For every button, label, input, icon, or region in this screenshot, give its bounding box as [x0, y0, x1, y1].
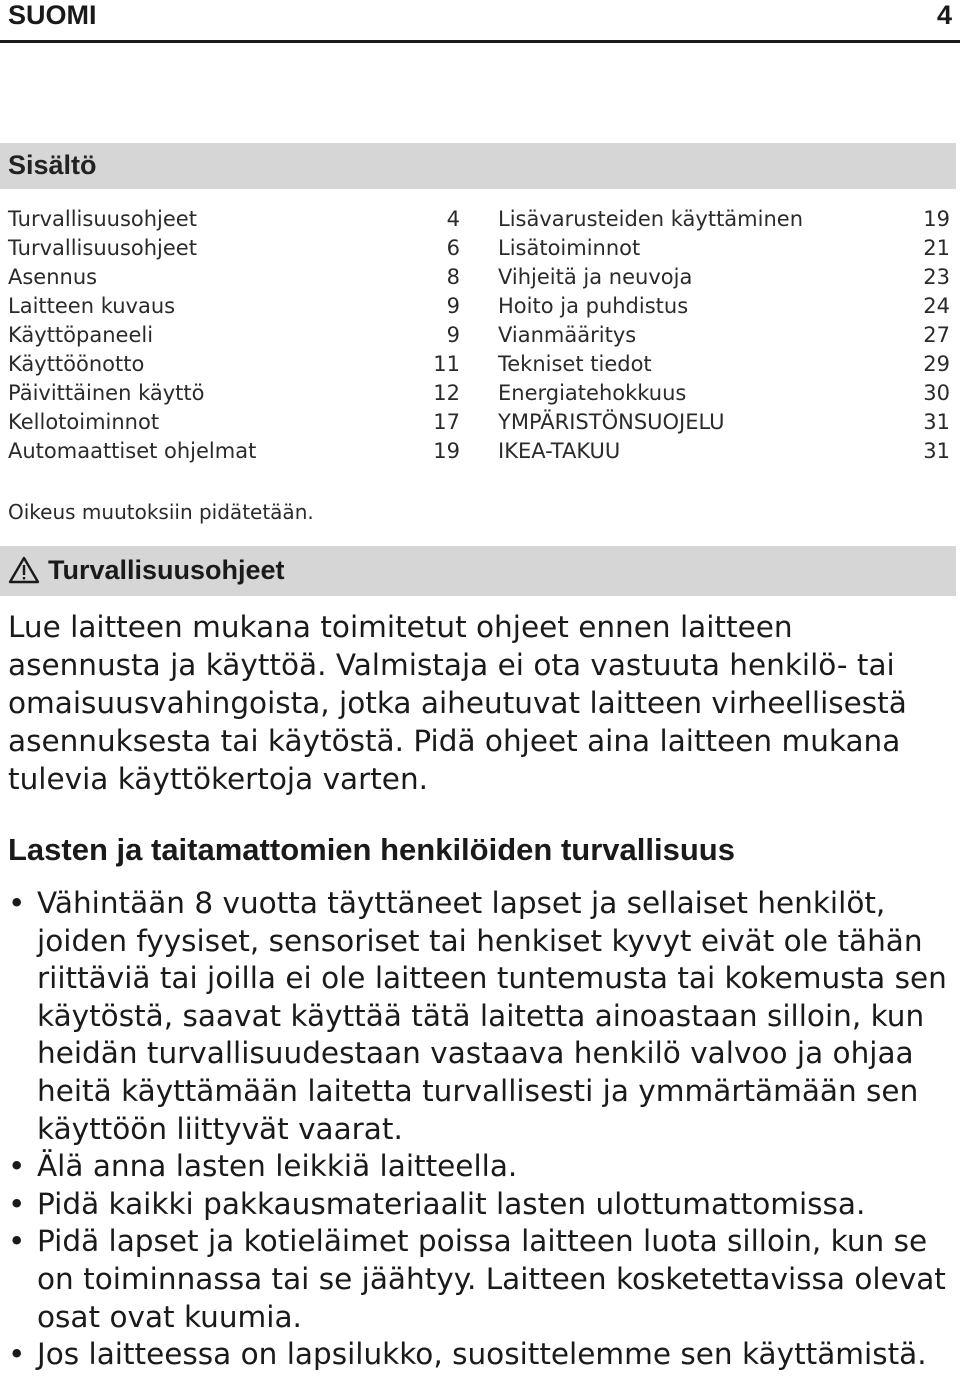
- toc-entry[interactable]: [498, 263, 950, 292]
- toc-entry-label: Vihjeitä ja neuvoja: [498, 265, 693, 289]
- list-item-text: Pidä lapset ja kotieläimet poissa laitteen luota silloin, kun se on toiminnassa tai se jäähtyy. Laitteen kosketettavissa olevat osat ovat kuumia.: [37, 1224, 946, 1334]
- page-header: [0, 0, 960, 43]
- bullet-icon: •: [8, 1186, 26, 1221]
- toc-entry-label: Energiatehokkuus: [498, 381, 687, 405]
- bullet-icon: •: [8, 1224, 26, 1259]
- toc-entry[interactable]: [498, 350, 950, 379]
- toc-entry-page: 23: [923, 265, 950, 289]
- toc-entry[interactable]: [498, 234, 950, 263]
- toc-entry[interactable]: [8, 263, 460, 292]
- toc-entry-label: Käyttöpaneeli: [8, 323, 154, 347]
- toc-entry-page: 8: [446, 265, 460, 289]
- toc-entry[interactable]: [498, 408, 950, 437]
- toc-entry[interactable]: [498, 292, 950, 321]
- toc-entry-label: Käyttöönotto: [8, 352, 145, 376]
- toc-entry[interactable]: [8, 234, 460, 263]
- safety-title: Turvallisuusohjeet: [48, 555, 285, 585]
- toc-entry-page: 17: [433, 410, 460, 434]
- bullet-icon: •: [8, 1337, 26, 1372]
- children-safety-heading: Lasten ja taitamattomien henkilöiden turvallisuus: [8, 832, 735, 867]
- toc-entry[interactable]: [8, 408, 460, 437]
- bullet-icon: •: [8, 1149, 26, 1184]
- toc-entry-page: 31: [923, 439, 950, 463]
- language-label: SUOMI: [8, 0, 97, 30]
- toc-entry-page: 27: [923, 323, 950, 347]
- toc-entry[interactable]: [498, 205, 950, 234]
- toc-entry-page: 12: [433, 381, 460, 405]
- toc-entry-label: Turvallisuusohjeet: [8, 207, 197, 231]
- contents-header-bar: [0, 143, 956, 189]
- toc-entry-page: 30: [923, 381, 950, 405]
- toc-entry[interactable]: [498, 437, 950, 466]
- list-item: [0, 1336, 950, 1374]
- toc-entry[interactable]: [8, 292, 460, 321]
- toc-entry-label: Tekniset tiedot: [498, 352, 652, 376]
- toc-entry-page: 24: [923, 294, 950, 318]
- list-item-text: Älä anna lasten leikkiä laitteella.: [37, 1149, 518, 1184]
- safety-intro-paragraph: Lue laitteen mukana toimitetut ohjeet ennen laitteen asennusta ja käyttöä. Valmistaja ei ota vastuuta henkilö- tai omaisuusvahingoista, jotka aiheutuvat laitteen virheellisestä asennuksesta tai käytöstä. Pidä ohjeet aina laitteen mukana tulevia käyttökertoja varten.: [8, 610, 907, 796]
- toc-entry-label: YMPÄRISTÖNSUOJELU: [498, 410, 725, 434]
- children-safety-list: [0, 885, 950, 1374]
- toc-entry-label: Päivittäinen käyttö: [8, 381, 205, 405]
- toc-entry-label: Laitteen kuvaus: [8, 294, 176, 318]
- list-item: [0, 1148, 950, 1186]
- changes-reserved-note: Oikeus muutoksiin pidätetään.: [8, 500, 314, 524]
- list-item: [0, 1186, 950, 1224]
- toc-entry[interactable]: [8, 379, 460, 408]
- toc-entry-page: 21: [923, 236, 950, 260]
- toc-entry[interactable]: [8, 205, 460, 234]
- safety-header-bar: [0, 546, 956, 596]
- page-number: 4: [936, 0, 952, 30]
- list-item-text: Pidä kaikki pakkausmateriaalit lasten ulottumattomissa.: [37, 1186, 866, 1221]
- toc-entry[interactable]: [498, 379, 950, 408]
- toc-entry-page: 9: [446, 294, 460, 318]
- toc-entry-label: Turvallisuusohjeet: [8, 236, 197, 260]
- list-item: [0, 1223, 950, 1336]
- toc-entry-page: 31: [923, 410, 950, 434]
- list-item-text: Vähintään 8 vuotta täyttäneet lapset ja sellaiset henkilöt, joiden fyysiset, sensoriset tai henkiset kyvyt eivät ole tähän riittäviä tai joilla ei ole laitteen tuntemusta tai kokemusta sen käytöstä, saavat käyttää tätä laitetta ainoastaan silloin, kun heidän turvallisuudestaan vastaava henkilö valvoo ja ohjaa heitä käyttämään laitetta turvallisesti ja ymmärtämään sen käyttöön liittyvät vaarat.: [37, 886, 947, 1146]
- toc-entry[interactable]: [8, 321, 460, 350]
- toc-entry[interactable]: [8, 350, 460, 379]
- toc-entry-label: Automaattiset ohjelmat: [8, 439, 257, 463]
- toc-entry-label: Vianmääritys: [498, 323, 637, 347]
- toc-entry-label: Lisävarusteiden käyttäminen: [498, 207, 804, 231]
- toc-left-column: [8, 205, 460, 466]
- toc-entry-page: 29: [923, 352, 950, 376]
- toc-entry[interactable]: [498, 321, 950, 350]
- contents-title: Sisältö: [8, 150, 97, 180]
- toc-entry-label: Kellotoiminnot: [8, 410, 160, 434]
- toc-entry-page: 11: [433, 352, 460, 376]
- list-item: [0, 885, 950, 1148]
- list-item-text: Jos laitteessa on lapsilukko, suosittelemme sen käyttämistä.: [37, 1337, 927, 1372]
- warning-triangle-icon: [8, 556, 40, 584]
- toc-entry-label: IKEA-TAKUU: [498, 439, 621, 463]
- toc-entry-page: 19: [433, 439, 460, 463]
- bullet-icon: •: [8, 886, 26, 920]
- toc-entry-page: 6: [446, 236, 460, 260]
- toc-right-column: [498, 205, 950, 466]
- toc-entry-label: Asennus: [8, 265, 98, 289]
- toc-entry-page: 4: [446, 207, 460, 231]
- toc-entry-page: 9: [446, 323, 460, 347]
- toc-entry[interactable]: [8, 437, 460, 466]
- toc-entry-label: Lisätoiminnot: [498, 236, 641, 260]
- toc-entry-label: Hoito ja puhdistus: [498, 294, 689, 318]
- toc-entry-page: 19: [923, 207, 950, 231]
